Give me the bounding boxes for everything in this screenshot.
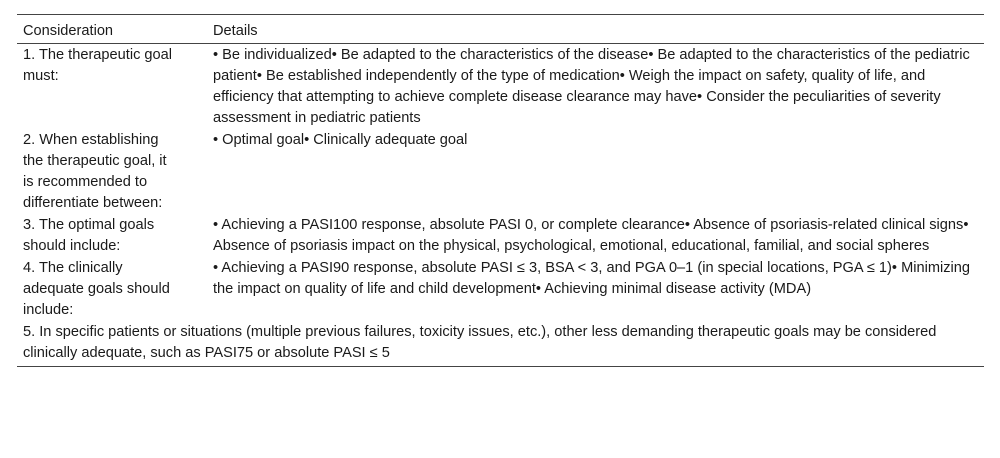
- considerations-table-container: [17, 14, 984, 367]
- row-consideration: 3. The optimal goals should include:: [23, 217, 155, 254]
- row-details: • Achieving a PASI100 response, absolute PASI 0, or complete clearance• Absence of psoriasis-related clinical signs• Absence of psoriasis impact on the physical, psychological, emotional, educational, familial, and social spheres: [213, 217, 969, 254]
- table-row: [17, 129, 984, 214]
- table-row: [17, 257, 984, 321]
- footer-note: 5. In specific patients or situations (multiple previous failures, toxicity issues, etc.), other less demanding therapeutic goals may be considered clinically adequate, such as PASI75 or absolute PASI ≤ 5: [17, 321, 984, 367]
- header-consideration: Consideration: [17, 15, 207, 44]
- table-row: [17, 44, 984, 130]
- table-header-row: [17, 15, 984, 44]
- row-details: • Optimal goal• Clinically adequate goal: [213, 132, 468, 148]
- row-consideration: 2. When establishing the therapeutic goal, it is recommended to differentiate between:: [23, 132, 167, 211]
- row-consideration: 4. The clinically adequate goals should include:: [23, 260, 170, 318]
- header-details: Details: [207, 15, 984, 44]
- row-details: • Achieving a PASI90 response, absolute PASI ≤ 3, BSA < 3, and PGA 0–1 (in special locations, PGA ≤ 1)• Minimizing the impact on quality of life and child development• Achieving minimal disease activity (MDA): [213, 260, 971, 297]
- row-details: • Be individualized• Be adapted to the characteristics of the disease• Be adapted to the characteristics of the pediatric patient• Be established independently of the type of medication• Weigh the impact on safety, quality of life, and efficiency that attempting to achieve complete disease clearance may have• Consider the peculiarities of severity assessment in pediatric patients: [213, 47, 970, 126]
- table-footer-row: [17, 321, 984, 367]
- table-row: [17, 214, 984, 257]
- row-consideration: 1. The therapeutic goal must:: [23, 47, 173, 84]
- considerations-table: [17, 14, 984, 367]
